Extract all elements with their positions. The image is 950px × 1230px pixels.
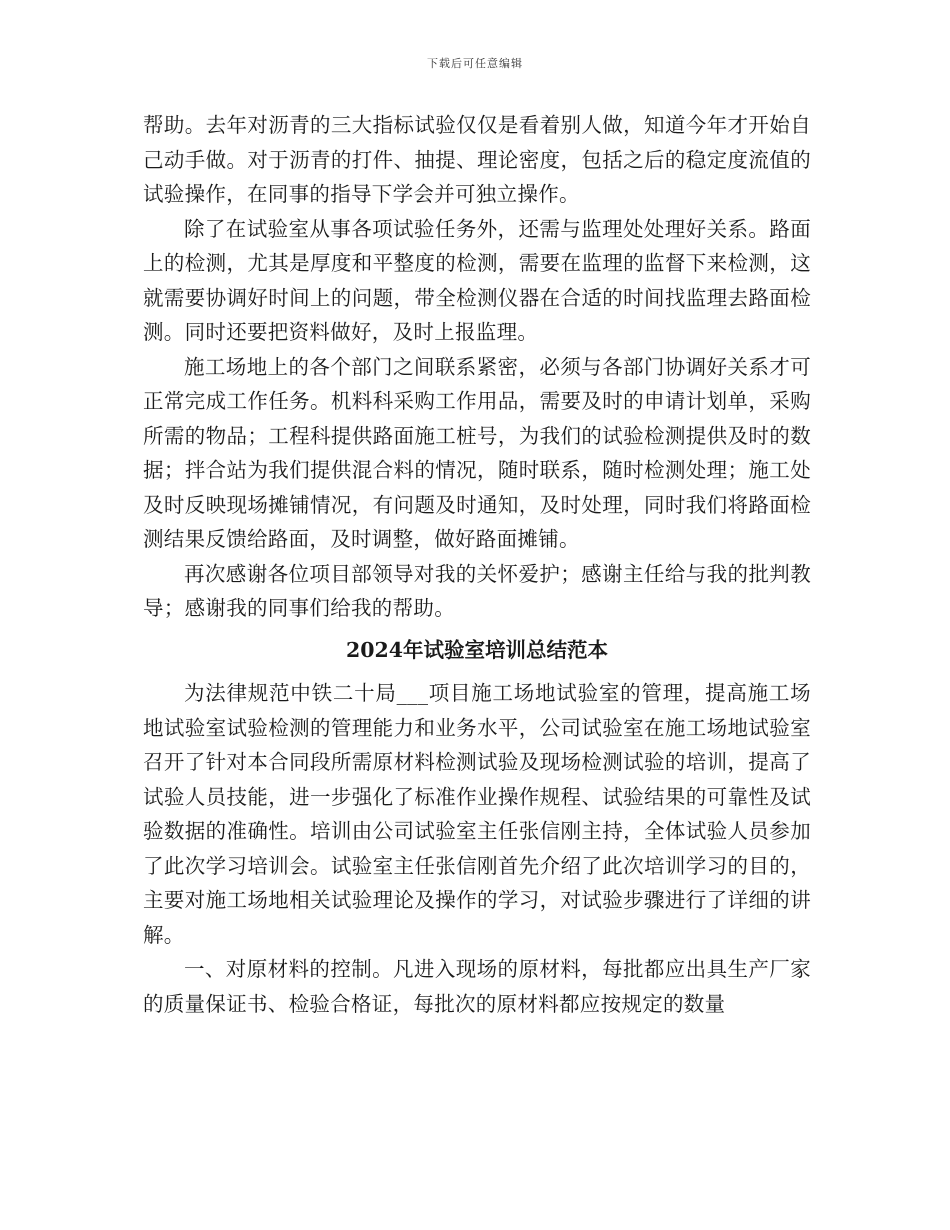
paragraph-raw-material-control: 一、对原材料的控制。凡进入现场的原材料，每批都应出具生产厂家的质量保证书、检验合格证，每批次的原材料都应按规定的数量 [143,957,811,1016]
paragraph-departments: 施工场地上的各个部门之间联系紧密，必须与各部门协调好关系才可正常完成工作任务。机料科采购工作用品，需要及时的申请计划单，采购所需的物品；工程科提供路面施工桩号，为我们的试验检测提供及时的数据；拌合站为我们提供混合料的情况，随时联系，随时检测处理；施工处及时反映现场摊铺情况，有问题及时通知，及时处理，同时我们将路面检测结果反馈给路面，及时调整，做好路面摊铺。 [143,354,811,551]
paragraph-supervision: 除了在试验室从事各项试验任务外，还需与监理处处理好关系。路面上的检测，尤其是厚度和平整度的检测，需要在监理的监督下来检测，这就需要协调好时间上的问题，带全检测仪器在合适的时间找监理去路面检测。同时还要把资料做好，及时上报监理。 [143,216,811,344]
document-body [143,108,811,1021]
paragraph-training-intro: 为法律规范中铁二十局___项目施工场地试验室的管理，提高施工场地试验室试验检测的管理能力和业务水平，公司试验室在施工场地试验室召开了针对本合同段所需原材料检测试验及现场检测试验的培训，提高了试验人员技能，进一步强化了标准作业操作规程、试验结果的可靠性及试验数据的准确性。培训由公司试验室主任张信刚主持，全体试验人员参加了此次学习培训会。试验室主任张信刚首先介绍了此次培训学习的目的，主要对施工场地相关试验理论及操作的学习，对试验步骤进行了详细的讲解。 [143,681,811,947]
paragraph-continuation: 帮助。去年对沥青的三大指标试验仅仅是看着别人做，知道今年才开始自己动手做。对于沥青的打件、抽提、理论密度，包括之后的稳定度流值的试验操作，在同事的指导下学会并可独立操作。 [143,113,811,206]
paragraph-thanks: 再次感谢各位项目部领导对我的关怀爱护；感谢主任给与我的批判教导；感谢我的同事们给我的帮助。 [143,561,811,620]
page-header-note: 下载后可任意编辑 [427,57,523,70]
section-title: 2024年试验室培训总结范本 [345,637,609,662]
